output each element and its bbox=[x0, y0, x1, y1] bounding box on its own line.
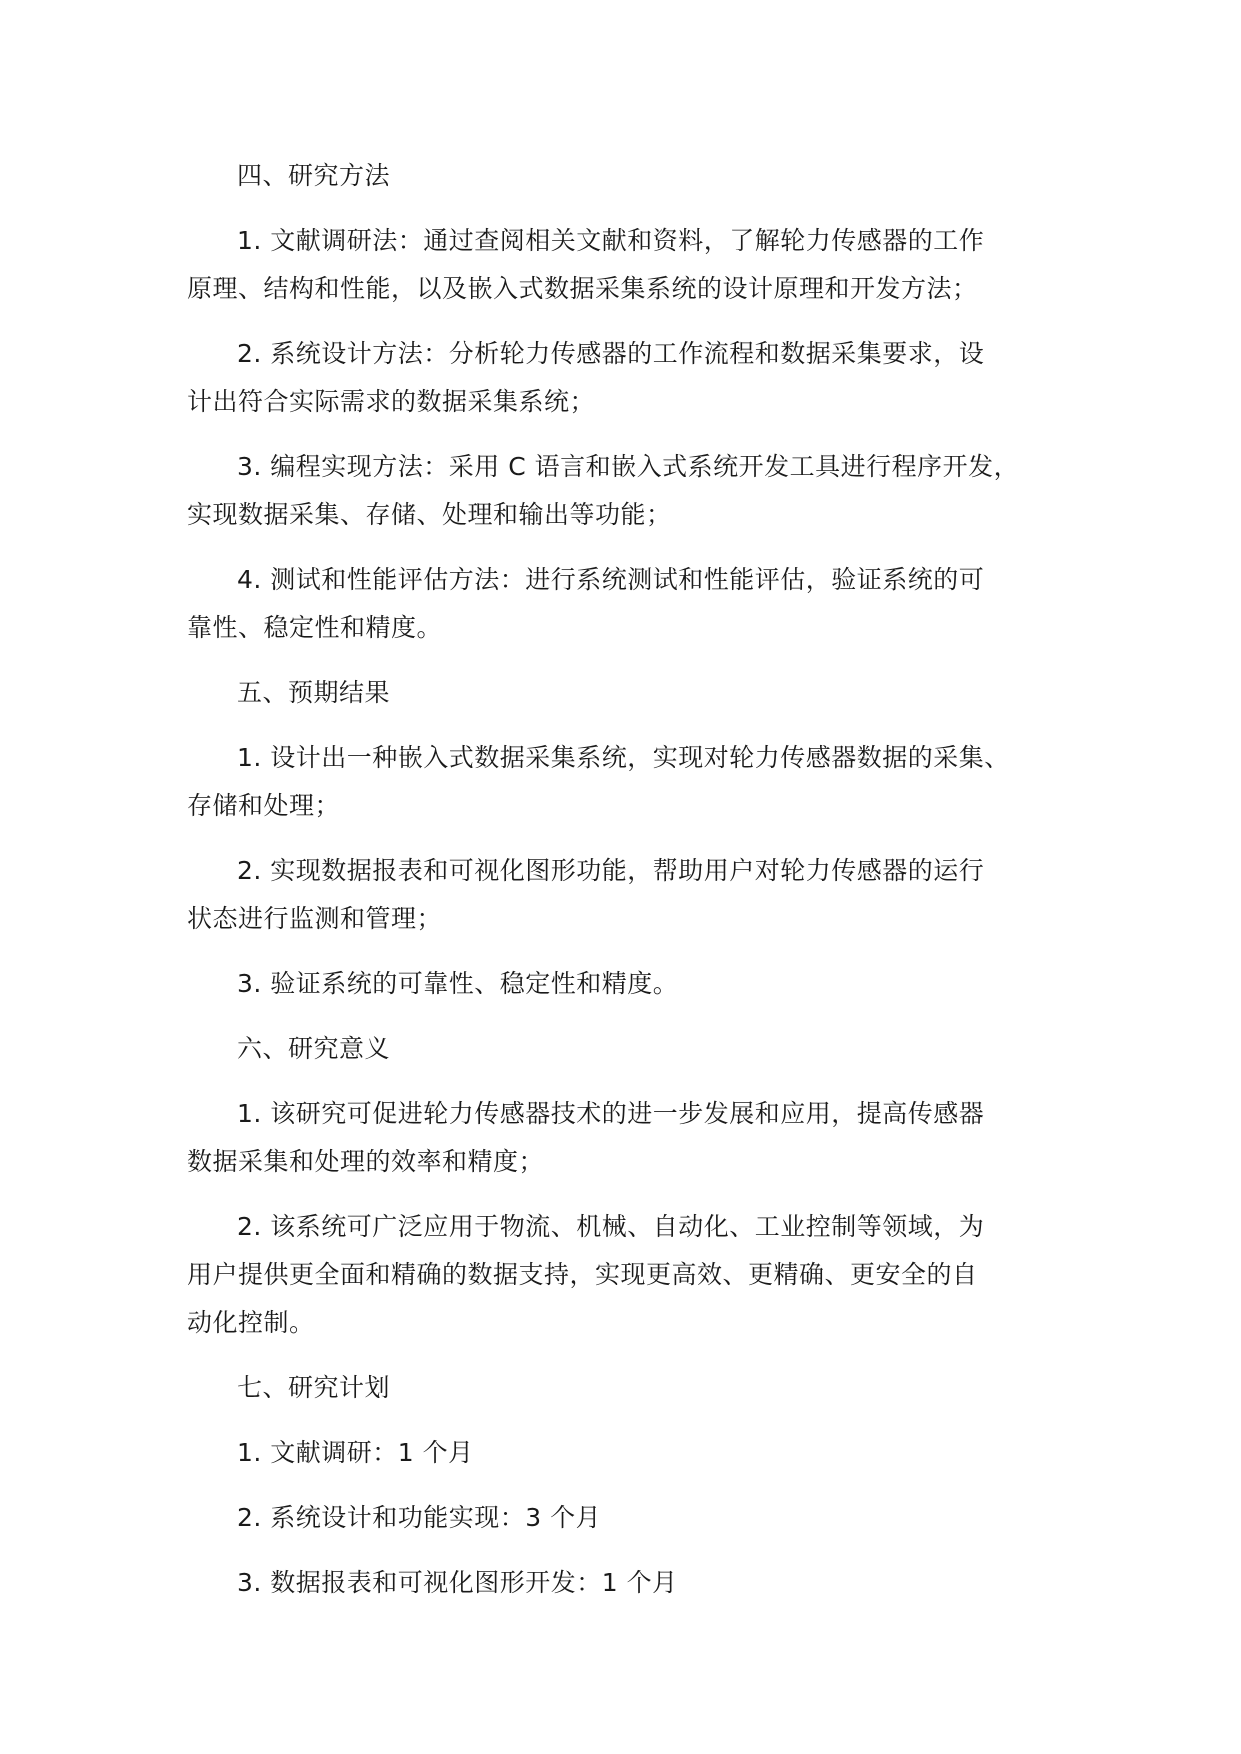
text-line: 3. 编程实现方法：采用 C 语言和嵌入式系统开发工具进行程序开发， bbox=[237, 452, 1020, 481]
text-line: 靠性、稳定性和精度。 bbox=[187, 613, 443, 642]
text-line: 用户提供更全面和精确的数据支持，实现更高效、更精确、更安全的自 bbox=[187, 1260, 978, 1289]
section-heading bbox=[187, 1364, 1087, 1412]
document-body bbox=[187, 152, 1087, 1607]
text-line: 1. 设计出一种嵌入式数据采集系统，实现对轮力传感器数据的采集、 bbox=[237, 743, 1010, 772]
paragraph bbox=[187, 556, 1087, 652]
text-line: 动化控制。 bbox=[187, 1308, 315, 1337]
text-line: 1. 文献调研：1 个月 bbox=[237, 1438, 474, 1467]
paragraph bbox=[187, 443, 1087, 539]
text-line: 原理、结构和性能，以及嵌入式数据采集系统的设计原理和开发方法； bbox=[187, 274, 978, 303]
section-heading bbox=[187, 1025, 1087, 1073]
text-line: 4. 测试和性能评估方法：进行系统测试和性能评估，验证系统的可 bbox=[237, 565, 985, 594]
document-page bbox=[187, 152, 1087, 1624]
paragraph bbox=[187, 1090, 1087, 1186]
paragraph bbox=[187, 847, 1087, 943]
text-line: 七、研究计划 bbox=[237, 1373, 391, 1402]
text-line: 计出符合实际需求的数据采集系统； bbox=[187, 387, 596, 416]
text-line: 数据采集和处理的效率和精度； bbox=[187, 1147, 545, 1176]
text-line: 3. 数据报表和可视化图形开发：1 个月 bbox=[237, 1568, 678, 1597]
paragraph bbox=[187, 1559, 1087, 1607]
paragraph bbox=[187, 1429, 1087, 1477]
text-line: 2. 系统设计和功能实现：3 个月 bbox=[237, 1503, 602, 1532]
text-line: 1. 该研究可促进轮力传感器技术的进一步发展和应用，提高传感器 bbox=[237, 1099, 985, 1128]
paragraph bbox=[187, 734, 1087, 830]
paragraph bbox=[187, 1203, 1087, 1347]
paragraph bbox=[187, 217, 1087, 313]
text-line: 实现数据采集、存储、处理和输出等功能； bbox=[187, 500, 672, 529]
text-line: 存储和处理； bbox=[187, 791, 341, 820]
paragraph bbox=[187, 1494, 1087, 1542]
text-line: 2. 实现数据报表和可视化图形功能，帮助用户对轮力传感器的运行 bbox=[237, 856, 985, 885]
text-line: 状态进行监测和管理； bbox=[187, 904, 443, 933]
paragraph bbox=[187, 330, 1087, 426]
paragraph bbox=[187, 960, 1087, 1008]
text-line: 2. 系统设计方法：分析轮力传感器的工作流程和数据采集要求，设 bbox=[237, 339, 985, 368]
text-line: 六、研究意义 bbox=[237, 1034, 391, 1063]
text-line: 3. 验证系统的可靠性、稳定性和精度。 bbox=[237, 969, 679, 998]
section-heading bbox=[187, 152, 1087, 200]
text-line: 2. 该系统可广泛应用于物流、机械、自动化、工业控制等领域，为 bbox=[237, 1212, 985, 1241]
section-heading bbox=[187, 669, 1087, 717]
text-line: 五、预期结果 bbox=[237, 678, 391, 707]
text-line: 四、研究方法 bbox=[237, 161, 391, 190]
text-line: 1. 文献调研法：通过查阅相关文献和资料，了解轮力传感器的工作 bbox=[237, 226, 985, 255]
